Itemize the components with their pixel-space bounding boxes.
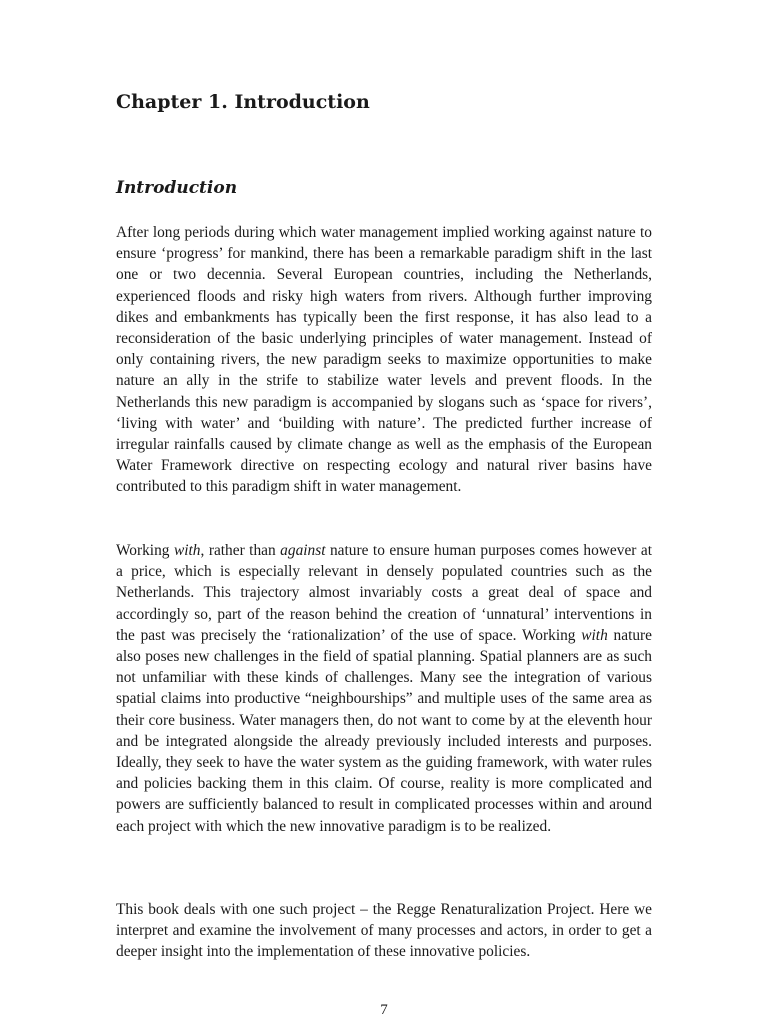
paragraph-2-text: Working	[116, 542, 174, 559]
paragraph-2-text: nature also poses new challenges in the field of spatial planning. Spatial planners are as such not unfamiliar with these kinds of challenges. Many see the integration of various spatial claims into productive “neighbourships” and multiple uses of the same area as their core business. Water managers then, do not want to come by at the eleventh hour and be integrated alongside the already previously included interests and purposes. Ideally, they seek to have the water system as the guiding framework, with water rules and policies backing them in this claim. Of course, reality is more complicated and powers are sufficiently balanced to result in complicated processes within and around each project with which the new innovative paradigm is to be realized.	[116, 626, 653, 835]
paragraph-3: This book deals with one such project – the Regge Renaturalization Project. Here we interpret and examine the involvement of many processes and actors, in order to get a deeper insight into the implementation of these innovative policies.	[116, 901, 652, 961]
page-number: 7	[380, 1002, 388, 1018]
paragraph-2	[116, 540, 652, 837]
section-title: Introduction	[116, 178, 238, 198]
paragraph-2-text: , rather than	[200, 542, 281, 559]
emphasis-with: with	[581, 626, 608, 644]
paragraph-1: After long periods during which water management implied working against nature to ensure ‘progress’ for mankind, there has been a remarkable paradigm shift in the last one or two decennia. Several European countries, including the Netherlands, experienced floods and risky high waters from rivers. Although further improving dikes and embankments has typically been the first response, it has also lead to a reconsideration of the basic underlying principles of water management. Instead of only containing rivers, the new paradigm seeks to maximize opportunities to make nature an ally in the strife to stabilize water levels and prevent floods. In the Netherlands this new paradigm is accompanied by slogans such as ‘space for rivers’, ‘living with water’ and ‘building with nature’. The predicted further increase of irregular rainfalls caused by climate change as well as the emphasis of the European Water Framework directive on respecting ecology and natural river basins have contributed to this paradigm shift in water management.	[116, 224, 652, 496]
chapter-title: Chapter 1. Introduction	[116, 91, 370, 113]
emphasis-with: with	[173, 542, 201, 559]
emphasis-against: against	[280, 542, 326, 559]
paragraph-2-text: nature to ensure human purposes comes however at a price, which is especially relevant in densely populated countries such as the Netherlands. This trajectory almost invariably costs a great deal of space and accordingly so, part of the reason behind the creation of ‘unnatural’ interventions in the past was precisely the ‘rationalization’ of the use of space. Working	[116, 542, 652, 644]
